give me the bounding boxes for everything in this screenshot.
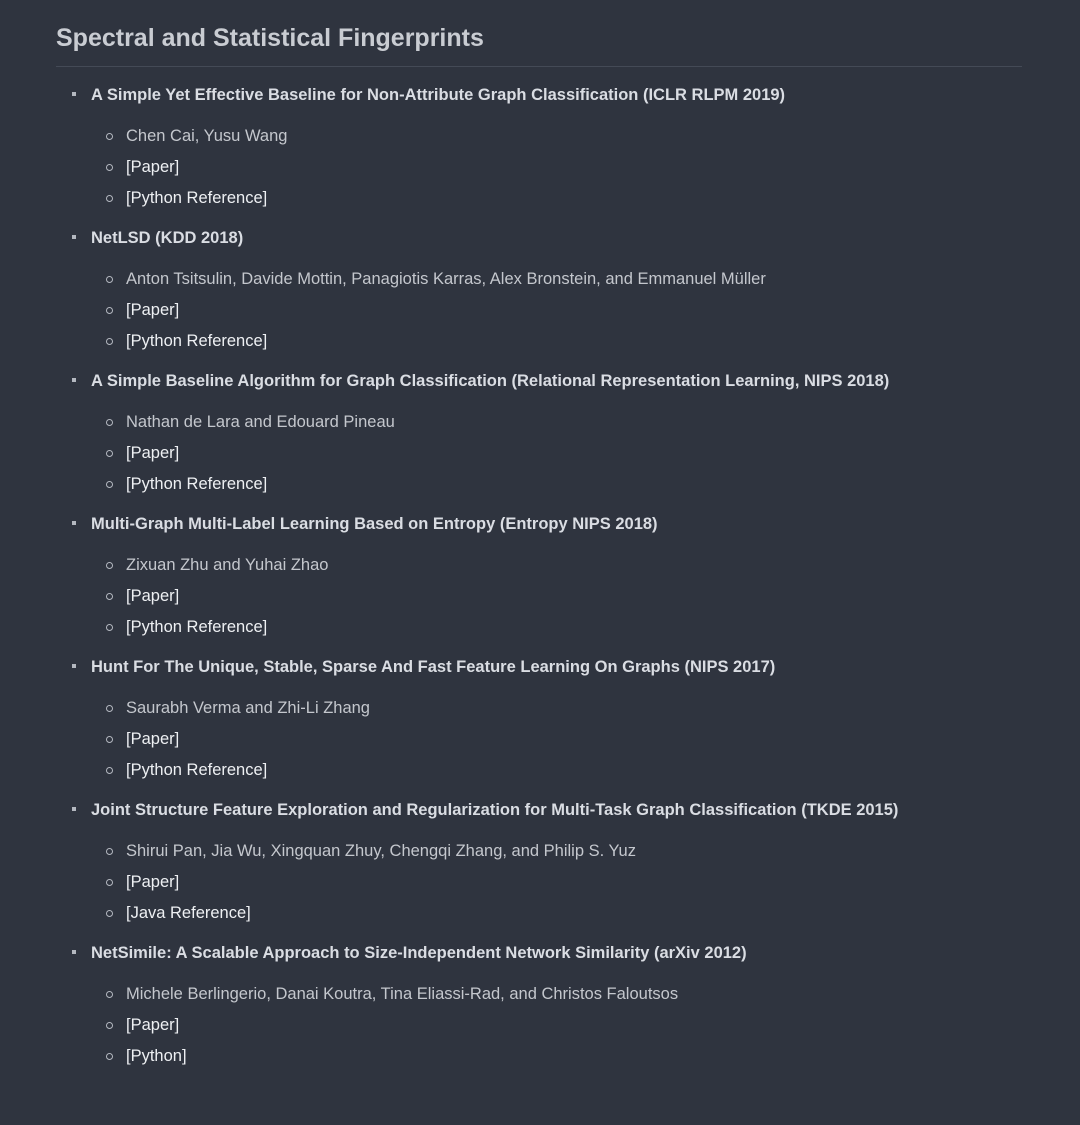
paper-link-item [91,152,1024,183]
paper-link-item [91,581,1024,612]
circle-bullet-icon [106,1053,113,1060]
circle-bullet-icon [106,562,113,569]
authors-text: Nathan de Lara and Edouard Pineau [126,413,395,431]
reference-link[interactable]: [Python Reference] [126,475,268,493]
authors-text: Shirui Pan, Jia Wu, Xingquan Zhuy, Chengqi Zhang, and Philip S. Yuz [126,842,636,860]
paper-title: NetLSD (KDD 2018) [91,229,244,247]
paper-link-item [91,724,1024,755]
circle-bullet-icon [106,848,113,855]
paper-link[interactable]: [Paper] [126,1016,180,1034]
paper-link[interactable]: [Paper] [126,730,180,748]
paper-details [91,693,1024,786]
paper-title: Joint Structure Feature Exploration and Regularization for Multi-Task Graph Classification (TKDE 2015) [91,801,899,819]
authors-text: Anton Tsitsulin, Davide Mottin, Panagiotis Karras, Alex Bronstein, and Emmanuel Müller [126,270,766,288]
paper-item [56,796,1024,929]
paper-item [56,81,1024,214]
paper-title: Hunt For The Unique, Stable, Sparse And Fast Feature Learning On Graphs (NIPS 2017) [91,658,776,676]
reference-link[interactable]: [Python Reference] [126,761,268,779]
paper-link-item [91,1010,1024,1041]
paper-authors [91,693,1024,724]
paper-link[interactable]: [Paper] [126,873,180,891]
paper-title: A Simple Baseline Algorithm for Graph Classification (Relational Representation Learning, NIPS 2018) [91,372,890,390]
paper-item [56,367,1024,500]
paper-link[interactable]: [Paper] [126,301,180,319]
square-bullet-icon [72,807,76,811]
reference-link[interactable]: [Java Reference] [126,904,251,922]
circle-bullet-icon [106,164,113,171]
paper-authors [91,264,1024,295]
circle-bullet-icon [106,705,113,712]
circle-bullet-icon [106,450,113,457]
paper-details [91,550,1024,643]
reference-link-item [91,1041,1024,1072]
circle-bullet-icon [106,910,113,917]
paper-details [91,407,1024,500]
paper-authors [91,550,1024,581]
square-bullet-icon [72,664,76,668]
paper-link[interactable]: [Paper] [126,158,180,176]
circle-bullet-icon [106,338,113,345]
reference-link[interactable]: [Python Reference] [126,189,268,207]
paper-title: A Simple Yet Effective Baseline for Non-Attribute Graph Classification (ICLR RLPM 2019) [91,86,786,104]
circle-bullet-icon [106,1022,113,1029]
reference-link-item [91,612,1024,643]
reference-link-item [91,755,1024,786]
paper-details [91,836,1024,929]
square-bullet-icon [72,235,76,239]
paper-item [56,653,1024,786]
paper-link-item [91,295,1024,326]
circle-bullet-icon [106,767,113,774]
circle-bullet-icon [106,624,113,631]
section-heading: Spectral and Statistical Fingerprints [56,20,1022,67]
paper-authors [91,121,1024,152]
paper-list [56,81,1024,1072]
circle-bullet-icon [106,195,113,202]
paper-authors [91,407,1024,438]
square-bullet-icon [72,92,76,96]
circle-bullet-icon [106,879,113,886]
reference-link-item [91,469,1024,500]
circle-bullet-icon [106,991,113,998]
paper-authors [91,979,1024,1010]
paper-details [91,264,1024,357]
circle-bullet-icon [106,276,113,283]
paper-title: NetSimile: A Scalable Approach to Size-Independent Network Similarity (arXiv 2012) [91,944,747,962]
authors-text: Chen Cai, Yusu Wang [126,127,288,145]
circle-bullet-icon [106,481,113,488]
square-bullet-icon [72,950,76,954]
paper-details [91,121,1024,214]
paper-details [91,979,1024,1072]
reference-link[interactable]: [Python Reference] [126,332,268,350]
authors-text: Zixuan Zhu and Yuhai Zhao [126,556,329,574]
paper-link-item [91,438,1024,469]
circle-bullet-icon [106,307,113,314]
reference-link[interactable]: [Python] [126,1047,187,1065]
circle-bullet-icon [106,133,113,140]
reference-link-item [91,898,1024,929]
paper-item [56,224,1024,357]
paper-item [56,939,1024,1072]
paper-link[interactable]: [Paper] [126,587,180,605]
reference-link-item [91,326,1024,357]
circle-bullet-icon [106,736,113,743]
paper-item [56,510,1024,643]
circle-bullet-icon [106,419,113,426]
reference-link[interactable]: [Python Reference] [126,618,268,636]
paper-link-item [91,867,1024,898]
square-bullet-icon [72,521,76,525]
square-bullet-icon [72,378,76,382]
paper-link[interactable]: [Paper] [126,444,180,462]
paper-authors [91,836,1024,867]
authors-text: Saurabh Verma and Zhi-Li Zhang [126,699,370,717]
reference-link-item [91,183,1024,214]
paper-title: Multi-Graph Multi-Label Learning Based on Entropy (Entropy NIPS 2018) [91,515,658,533]
authors-text: Michele Berlingerio, Danai Koutra, Tina Eliassi-Rad, and Christos Faloutsos [126,985,679,1003]
circle-bullet-icon [106,593,113,600]
